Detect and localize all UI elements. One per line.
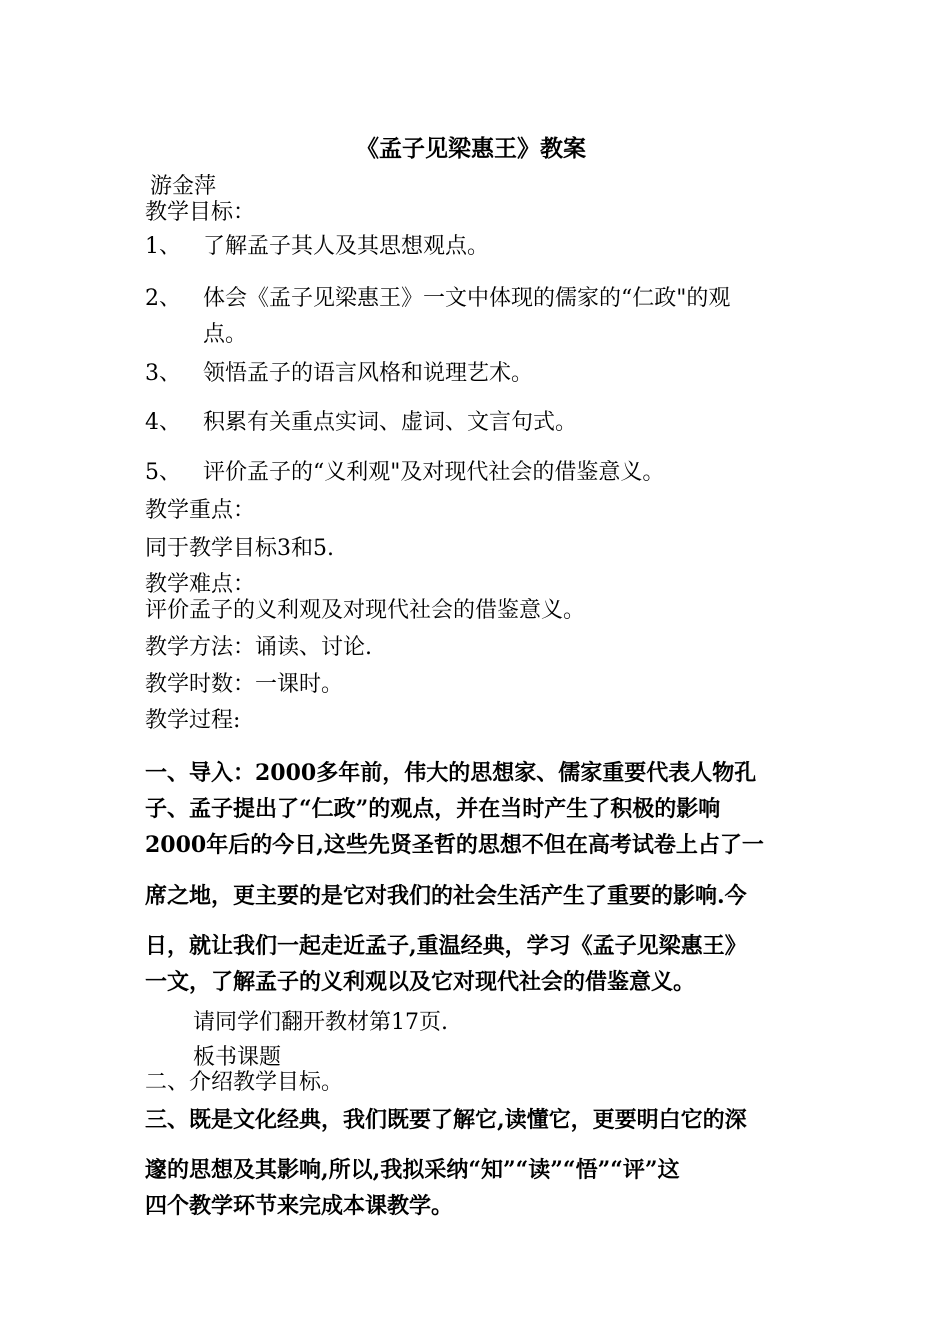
method-text: 教学方法：诵读、讨论. <box>145 635 372 660</box>
goal-text: 评价孟子的“义利观"及对现代社会的借鉴意义。 <box>203 460 665 485</box>
step-three-line: 邃的思想及其影响,所以,我拟采纳“知”“读”“悟”“评”这 <box>145 1157 680 1183</box>
goal-text: 体会《孟子见梁惠王》一文中体现的儒家的“仁政"的观 <box>203 286 731 311</box>
board-title-note: 板书课题 <box>193 1045 282 1070</box>
key-points-heading: 教学重点： <box>145 498 256 523</box>
duration-text: 教学时数：一课时。 <box>145 672 344 697</box>
step-three-line: 四个教学环节来完成本课教学。 <box>145 1193 454 1219</box>
goal-number: 4、 <box>145 410 181 435</box>
author-name: 游金萍 <box>150 174 217 199</box>
goal-number: 1、 <box>145 234 181 259</box>
key-points-text: 同于教学目标3和5. <box>145 536 334 561</box>
intro-line: 席之地，更主要的是它对我们的社会生活产生了重要的影响.今 <box>145 883 747 909</box>
goal-text: 了解孟子其人及其思想观点。 <box>203 234 490 259</box>
process-heading: 教学过程: <box>145 708 241 733</box>
intro-line: 日，就让我们一起走近孟子,重温经典，学习《孟子见梁惠王》 <box>145 933 747 959</box>
document-title: 《孟子见梁惠王》教案 <box>356 135 586 162</box>
goal-number: 2、 <box>145 286 181 311</box>
intro-line: 2000年后的今日,这些先贤圣哲的思想不但在高考试卷上占了一 <box>145 832 764 858</box>
goals-heading: 教学目标： <box>145 200 256 225</box>
goal-text: 积累有关重点实词、虚词、文言句式。 <box>203 410 578 435</box>
intro-line: 子、孟子提出了“仁政”的观点，并在当时产生了积极的影响 <box>145 796 721 822</box>
goal-text: 领悟孟子的语言风格和说理艺术。 <box>203 361 534 386</box>
goal-text-continued: 点。 <box>203 322 248 347</box>
goal-number: 3、 <box>145 361 181 386</box>
goal-number: 5、 <box>145 460 181 485</box>
difficulties-heading: 教学难点： <box>145 572 256 597</box>
open-book-instruction: 请同学们翻开教材第17页. <box>193 1010 448 1035</box>
intro-line: 一、导入：2000多年前，伟大的思想家、儒家重要代表人物孔 <box>145 760 757 786</box>
intro-line: 一文，了解孟子的义利观以及它对现代社会的借鉴意义。 <box>145 969 696 995</box>
difficulties-text: 评价孟子的义利观及对现代社会的借鉴意义。 <box>145 598 586 623</box>
step-two: 二、介绍教学目标。 <box>145 1070 344 1095</box>
step-three-line: 三、既是文化经典，我们既要了解它,读懂它，更要明白它的深 <box>145 1107 747 1133</box>
